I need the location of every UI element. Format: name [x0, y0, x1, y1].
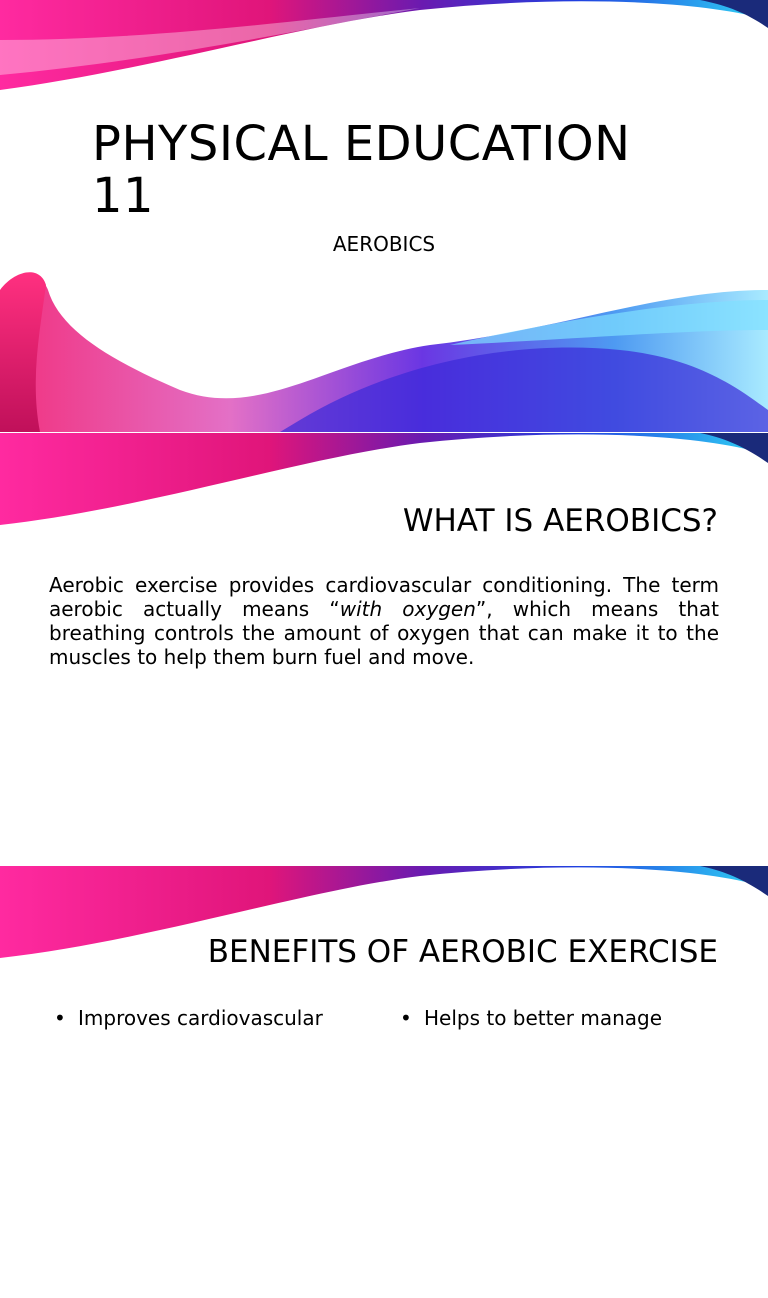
list-item: • Improves cardiovascular	[54, 1006, 323, 1030]
list-item: • Helps to better manage	[400, 1006, 662, 1030]
slide-subtitle: AEROBICS	[332, 232, 436, 256]
slide-heading: WHAT IS AEROBICS?	[402, 503, 718, 539]
slide-title-heading: PHYSICAL EDUCATION 11	[92, 116, 631, 224]
bullet-list-right	[400, 1006, 662, 1030]
slide-what-is-aerobics	[0, 433, 768, 865]
body-text-emphasis: with oxygen	[339, 597, 476, 621]
slide-benefits	[0, 866, 768, 1298]
slide-body-text	[49, 573, 719, 669]
body-text-part: ”, which means that breathing controls the amount of oxygen that can make it to the muscles to help them burn fuel and move.	[49, 597, 720, 669]
wave-decoration-top	[0, 866, 768, 1298]
slide-title	[0, 0, 768, 432]
bullet-list-left	[54, 1006, 323, 1030]
body-text-part: Aerobic exercise provides cardiovascular conditioning. The term aerobic actually means “	[49, 573, 719, 621]
slide-heading: BENEFITS OF AEROBIC EXERCISE	[207, 934, 718, 970]
